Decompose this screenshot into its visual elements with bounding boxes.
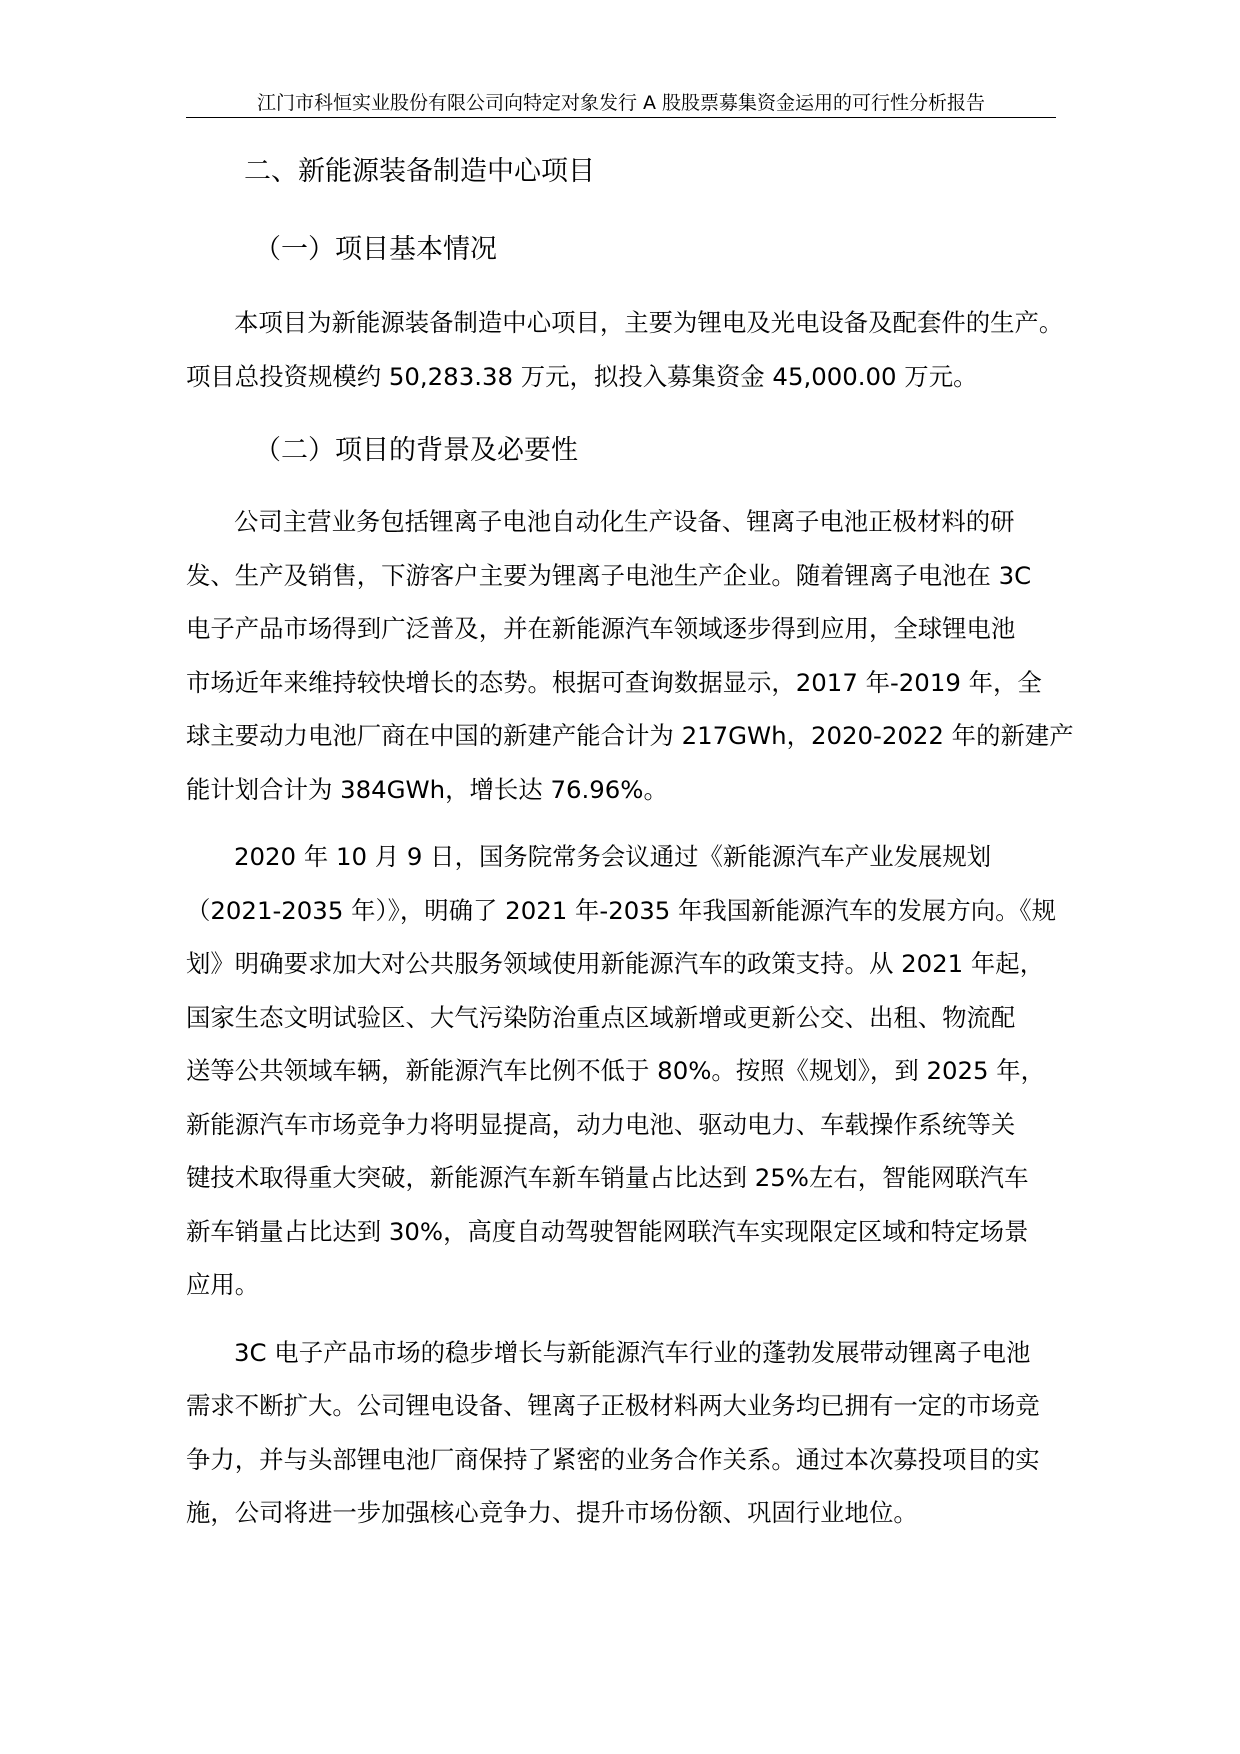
paragraph-line: 2020 年 10 月 9 日，国务院常务会议通过《新能源汽车产业发展规划 bbox=[234, 842, 992, 871]
paragraph-line: 球主要动力电池厂商在中国的新建产能合计为 217GWh，2020-2022 年的新建产 bbox=[186, 721, 1074, 750]
paragraph-line: 争力，并与头部锂电池厂商保持了紧密的业务合作关系。通过本次募投项目的实 bbox=[186, 1444, 1040, 1474]
paragraph-line: 本项目为新能源装备制造中心项目，主要为锂电及光电设备及配套件的生产。 bbox=[234, 308, 1064, 337]
paragraph-background-2 bbox=[186, 830, 1056, 1312]
section-title: 二、新能源装备制造中心项目 bbox=[244, 156, 595, 187]
paragraph-line: 电子产品市场得到广泛普及，并在新能源汽车领域逐步得到应用，全球锂电池 bbox=[186, 614, 1016, 643]
running-header: 江门市科恒实业股份有限公司向特定对象发行 A 股股票募集资金运用的可行性分析报告 bbox=[256, 92, 986, 114]
paragraph-line: 施，公司将进一步加强核心竞争力、提升市场份额、巩固行业地位。 bbox=[186, 1498, 918, 1527]
paragraph-line: 市场近年来维持较快增长的态势。根据可查询数据显示，2017 年-2019 年，全 bbox=[186, 667, 1042, 697]
paragraph-line: （2021-2035 年）》，明确了 2021 年-2035 年我国新能源汽车的发展方向。《规 bbox=[186, 895, 1057, 925]
paragraph-line: 新车销量占比达到 30%，高度自动驾驶智能网联汽车实现限定区域和特定场景 bbox=[186, 1216, 1029, 1246]
paragraph-line: 国家生态文明试验区、大气污染防治重点区域新增或更新公交、出租、物流配 bbox=[186, 1002, 1016, 1032]
paragraph-basic-info bbox=[186, 296, 1064, 403]
paragraph-background-3 bbox=[186, 1326, 1056, 1540]
header-rule bbox=[186, 117, 1056, 118]
paragraph-line: 新能源汽车市场竞争力将明显提高，动力电池、驱动电力、车载操作系统等关 bbox=[186, 1109, 1016, 1139]
paragraph-line: 公司主营业务包括锂离子电池自动化生产设备、锂离子电池正极材料的研 bbox=[234, 507, 1015, 536]
subsection-title-basic-info: （一）项目基本情况 bbox=[254, 234, 497, 265]
paragraph-line: 需求不断扩大。公司锂电设备、锂离子正极材料两大业务均已拥有一定的市场竞 bbox=[186, 1391, 1040, 1420]
subsection-title-background: （二）项目的背景及必要性 bbox=[254, 435, 578, 466]
paragraph-line: 3C 电子产品市场的稳步增长与新能源汽车行业的蓬勃发展带动锂离子电池 bbox=[234, 1337, 1031, 1367]
paragraph-line: 划》明确要求加大对公共服务领域使用新能源汽车的政策支持。从 2021 年起， bbox=[186, 949, 1045, 978]
paragraph-line: 能计划合计为 384GWh，增长达 76.96%。 bbox=[186, 774, 668, 804]
page-content bbox=[186, 152, 1074, 1540]
paragraph-line: 键技术取得重大突破，新能源汽车新车销量占比达到 25%左右，智能网联汽车 bbox=[186, 1163, 1029, 1192]
paragraph-background-1 bbox=[186, 495, 1074, 816]
paragraph-line: 项目总投资规模约 50,283.38 万元，拟投入募集资金 45,000.00 万元。 bbox=[186, 361, 978, 391]
paragraph-line: 发、生产及销售，下游客户主要为锂离子电池生产企业。随着锂离子电池在 3C bbox=[186, 560, 1032, 590]
paragraph-line: 应用。 bbox=[186, 1270, 260, 1299]
paragraph-line: 送等公共领域车辆，新能源汽车比例不低于 80%。按照《规划》，到 2025 年， bbox=[186, 1056, 1046, 1085]
